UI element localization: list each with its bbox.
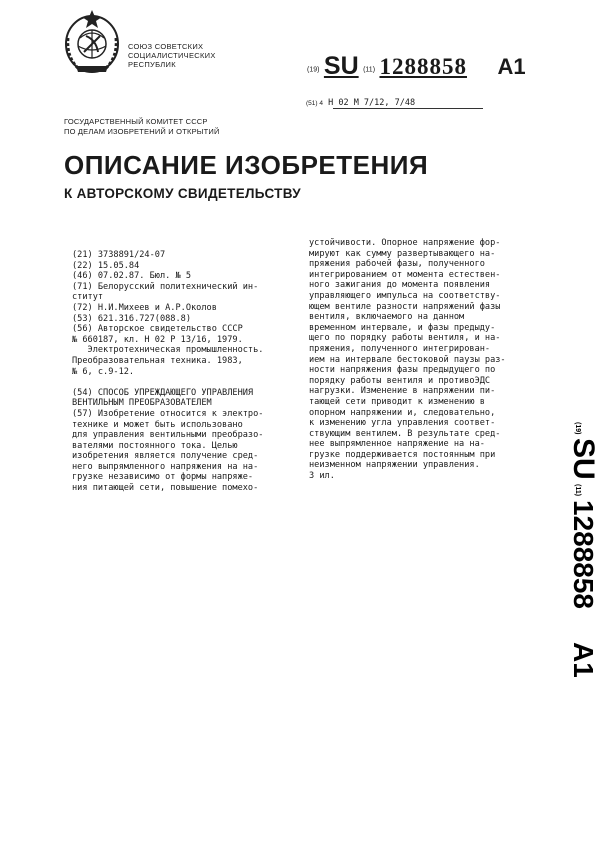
ipc-classification: [306, 98, 415, 108]
vertical-document-number: [536, 422, 600, 692]
patent-number: 1288858: [379, 54, 467, 79]
document-number: [307, 52, 526, 81]
document-subtitle: К АВТОРСКОМУ СВИДЕТЕЛЬСТВУ: [64, 186, 301, 201]
divider: [333, 108, 483, 109]
vertical-code-11: (11): [574, 484, 581, 497]
vertical-patent-number: 1288858: [568, 500, 599, 610]
committee-name: ГОСУДАРСТВЕННЫЙ КОМИТЕТ СССР ПО ДЕЛАМ ИЗОБРЕТЕНИЙ И ОТКРЫТИЙ: [64, 117, 220, 136]
ipc-codes: Н 02 М 7/12, 7/48: [328, 98, 416, 108]
state-emblem-icon: [62, 8, 122, 76]
country-name: СОЮЗ СОВЕТСКИХ СОЦИАЛИСТИЧЕСКИХ РЕСПУБЛИК: [128, 42, 216, 69]
bibliographic-column: (21) 3738891/24-07 (22) 15.05.84 (46) 07.02.87. Бюл. № 5 (71) Белорусский политехнический ин- ститут (72) Н.И.Михеев и А.Р.Околов (53) 621.316.727(088.8) (56) Авторское свидетельство СССР № 660187, кл. Н 02 Р 13/16, 1979. Электротехническая промышленность. Преобразовательная техника. 1983, № 6, с.9-12. (54) СПОСОБ УПРЕЖДАЮЩЕГО УПРАВЛЕНИЯ ВЕНТИЛЬНЫМ ПРЕОБРАЗОВАТЕЛЕМ (57) Изобретение относится к электро- технике и может быть использовано для управления вентильными преобразо- вателями постоянного тока. Целью изобретения является получение сред- него выпрямленного напряжения на на- грузке независимо от формы напряже- ния питающей сети, повышение помехо-: [72, 250, 264, 494]
abstract-column: устойчивости. Опорное напряжение фор- мируют как сумму развертывающего на- пряжения рабочей фазы, полученного интегрированием от момента естествен- ного зажигания до момента появления управляющего импульса на соответству- ющем вентиле разности напряжений фазы вентиля, включаемого на данном временном интервале, и фазы предыду- щего по порядку работы вентиля, и на- пряжения, полученного интегрирован- ием на интервале бестоковой паузы раз- ности напряжения фазы предыдущего по порядку работы вентиля и противоЭДС нагрузки. Изменение в напряжении пи- тающей сети приводит к изменению в опорном напряжении и, следовательно, к изменению угла управления соответ- ствующим вентилем. В результате сред- нее выпрямленное напряжение на на- грузке поддерживается постоянным при неизменном напряжении управления. 3 ил.: [309, 238, 506, 482]
kind-code: A1: [497, 54, 526, 79]
document-title: ОПИСАНИЕ ИЗОБРЕТЕНИЯ: [64, 150, 429, 180]
vertical-country-code: SU: [567, 438, 600, 480]
vertical-kind-code: A1: [568, 642, 599, 678]
code-51: (51) 4: [306, 100, 323, 107]
code-11: (11): [363, 66, 376, 74]
country-code: SU: [323, 52, 359, 80]
code-19: (19): [307, 66, 320, 74]
vertical-code-19: (19): [574, 422, 581, 435]
